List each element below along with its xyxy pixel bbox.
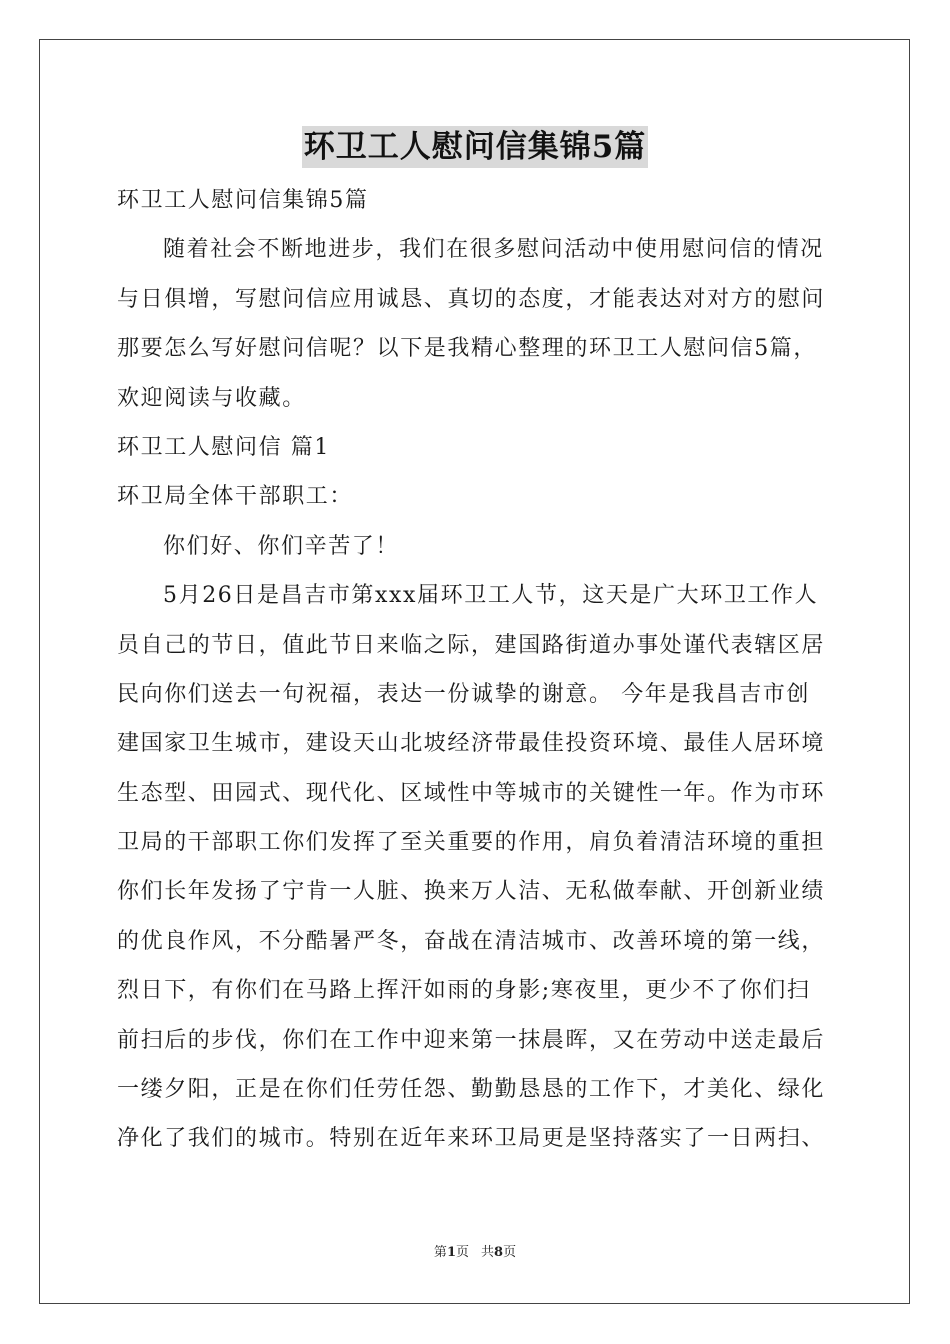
body-line: 生态型、田园式、现代化、区域性中等城市的关键性一年。作为市环 (117, 780, 826, 806)
body-line: 的优良作风，不分酷暑严冬，奋战在清洁城市、改善环境的第一线， (117, 928, 826, 954)
page-prefix: 第 (433, 1245, 447, 1260)
body-line: 建国家卫生城市，建设天山北坡经济带最佳投资环境、最佳人居环境 (117, 731, 826, 757)
title-container (0, 126, 950, 168)
body-line: 卫局的干部职工你们发挥了至关重要的作用，肩负着清洁环境的重担 (117, 830, 826, 856)
body-line: 民向你们送去一句祝福，表达一份诚挚的谢意。 今年是我昌吉市创 (117, 681, 810, 707)
body-line: 一缕夕阳，正是在你们任劳任怨、勤勤恳恳的工作下，才美化、绿化 (117, 1077, 826, 1103)
total-suffix: 页 (503, 1245, 517, 1260)
page-suffix: 页 (455, 1245, 469, 1260)
salutation: 环卫局全体干部职工： (117, 484, 354, 510)
page-total: 8 (494, 1245, 504, 1260)
body-line: 前扫后的步伐，你们在工作中迎来第一抹晨晖，又在劳动中送走最后 (117, 1027, 826, 1053)
document-body (117, 176, 837, 1164)
page-current: 1 (446, 1245, 456, 1260)
body-line: 与日俱增，写慰问信应用诚恳、真切的态度，才能表达对对方的慰问 (117, 286, 826, 312)
page-footer (0, 1244, 950, 1262)
body-line: 你们长年发扬了宁肯一人脏、换来万人洁、无私做奉献、开创新业绩 (117, 879, 826, 905)
body-line: 那要怎么写好慰问信呢？以下是我精心整理的环卫工人慰问信5篇， (117, 336, 817, 362)
greeting: 你们好、你们辛苦了！ (163, 533, 400, 559)
body-line: 净化了我们的城市。特别在近年来环卫局更是坚持落实了一日两扫、 (117, 1126, 826, 1152)
total-prefix: 共 (481, 1245, 495, 1260)
body-line: 环卫工人慰问信集锦5篇 (117, 188, 369, 213)
body-line: 烈日下，有你们在马路上挥汗如雨的身影;寒夜里，更少不了你们扫 (117, 978, 811, 1004)
section-heading: 环卫工人慰问信 篇1 (117, 434, 330, 460)
body-line: 员自己的节日，值此节日来临之际，建国路街道办事处谨代表辖区居 (117, 632, 826, 658)
body-line: 欢迎阅读与收藏。 (117, 385, 306, 411)
body-line: 5月26日是昌吉市第xxx届环卫工人节，这天是广大环卫工作人 (163, 583, 819, 609)
document-title: 环卫工人慰问信集锦5篇 (302, 126, 649, 168)
body-line: 随着社会不断地进步，我们在很多慰问活动中使用慰问信的情况 (163, 237, 824, 263)
